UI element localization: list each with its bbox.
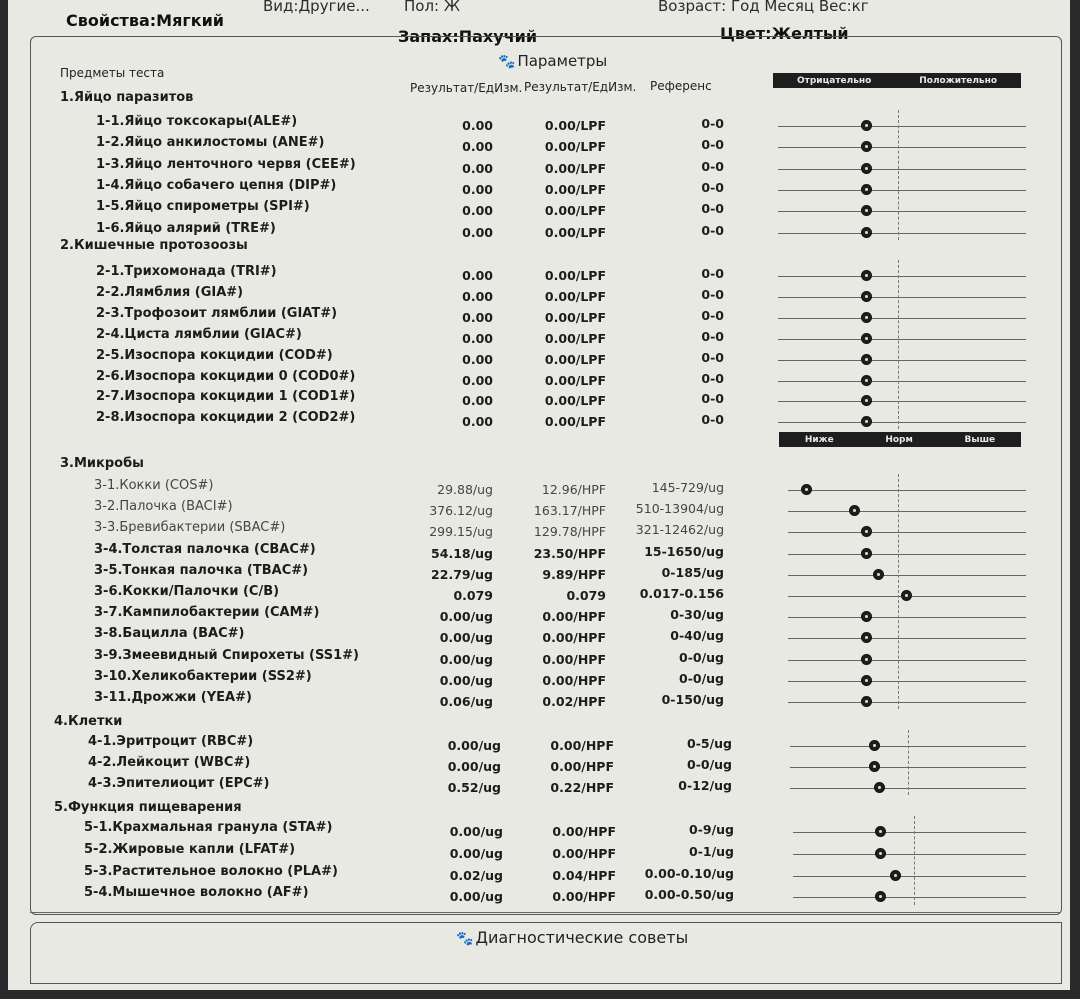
indicator-marker <box>861 184 872 195</box>
indicator-marker <box>875 848 886 859</box>
result-value: 0.00 <box>462 181 493 197</box>
result-per-field: 0.02/HPF <box>542 694 606 709</box>
reference-range: 0-9/ug <box>689 822 734 837</box>
test-item-name: 2-5.Изоспора кокцидии (COD#) <box>96 347 333 363</box>
test-item-name: 2-8.Изоспора кокцидии 2 (COD2#) <box>96 410 356 426</box>
test-item-name: 2-1.Трихомонада (TRI#) <box>96 264 277 279</box>
norm-boundary-line <box>898 474 899 709</box>
result-value: 0.00 <box>462 118 493 133</box>
smell-label: Запах:Пахучий <box>398 27 538 46</box>
indicator-marker <box>901 590 912 601</box>
indicator-marker <box>861 548 872 559</box>
result-value: 0.00 <box>462 414 493 430</box>
reference-range: 0-0 <box>701 201 724 217</box>
test-item-name: 2-3.Трофозоит лямблии (GIAT#) <box>96 305 338 321</box>
test-item-name: 1-1.Яйцо токсокары(ALE#) <box>96 114 298 129</box>
patient-header <box>8 0 1070 46</box>
indicator-marker <box>861 291 872 302</box>
result-per-field: 9.89/HPF <box>542 566 606 582</box>
result-value: 22.79/ug <box>431 566 493 582</box>
result-value: 0.00/ug <box>449 824 503 839</box>
legend-high: Выше <box>964 434 996 445</box>
result-value: 0.00 <box>462 288 493 304</box>
indicator-track <box>778 233 1026 234</box>
test-item-name: 3-7.Кампилобактерии (CAM#) <box>94 605 320 621</box>
indicator-track <box>788 554 1026 555</box>
test-item-name: 3-5.Тонкая палочка (TBAC#) <box>94 562 309 578</box>
result-per-field: 0.00/LPF <box>544 330 606 346</box>
result-value: 0.00/ug <box>439 630 493 646</box>
indicator-marker <box>875 826 886 837</box>
reference-range: 321-12462/ug <box>635 522 724 538</box>
result-value: 0.00 <box>462 372 493 388</box>
indicator-marker <box>861 163 872 174</box>
test-item-name: 4-3.Эпителиоцит (EPC#) <box>88 776 270 791</box>
reference-range: 0.00-0.50/ug <box>644 887 734 903</box>
test-item-name: 3-4.Толстая палочка (CBAC#) <box>94 541 316 557</box>
reference-range: 0-0/ug <box>687 757 732 772</box>
result-value: 0.00/ug <box>447 738 501 753</box>
result-value: 0.52/ug <box>447 780 501 795</box>
reference-range: 0-5/ug <box>687 736 732 751</box>
reference-range: 0-0/ug <box>679 649 724 665</box>
reference-range: 0-0/ug <box>679 670 724 686</box>
indicator-marker <box>861 375 872 386</box>
indicator-track <box>793 832 1026 833</box>
result-value: 0.00 <box>462 330 493 346</box>
reference-range: 0-0 <box>701 412 724 428</box>
indicator-marker <box>861 696 872 707</box>
result-value: 0.00 <box>462 351 493 367</box>
indicator-marker <box>861 312 872 323</box>
test-item-name: 3-1.Кокки (COS#) <box>94 478 214 493</box>
result-per-field: 0.00/LPF <box>544 288 606 304</box>
reference-range: 0-0 <box>701 179 724 195</box>
test-item-name: 5-1.Крахмальная гранула (STA#) <box>84 820 333 835</box>
test-item-name: 2-7.Изоспора кокцидии 1 (COD1#) <box>96 389 356 405</box>
group-title: 1.Яйцо паразитов <box>60 90 194 105</box>
indicator-marker <box>874 782 885 793</box>
result-per-field: 0.00/LPF <box>544 309 606 325</box>
result-value: 0.00/ug <box>449 889 503 905</box>
col-result1: Результат/ЕдИзм. <box>410 81 523 95</box>
reference-range: 0-40/ug <box>670 628 724 644</box>
indicator-marker <box>873 569 884 580</box>
result-per-field: 0.00/LPF <box>544 268 606 283</box>
test-item-name: 3-2.Палочка (BACI#) <box>94 499 233 515</box>
indicator-track <box>778 318 1026 319</box>
reference-range: 0-150/ug <box>661 692 724 707</box>
reference-range: 0-0 <box>701 370 724 386</box>
indicator-marker <box>861 654 872 665</box>
result-per-field: 0.00/LPF <box>544 118 606 133</box>
indicator-track <box>793 854 1026 855</box>
advice-title-text: Диагностические советы <box>475 928 689 947</box>
result-per-field: 0.00/HPF <box>542 651 606 667</box>
indicator-track <box>778 169 1026 170</box>
test-item-name: 5-3.Растительное волокно (PLA#) <box>84 863 338 879</box>
result-per-field: 0.00/LPF <box>544 203 606 219</box>
indicator-marker <box>861 227 872 238</box>
result-value: 0.00 <box>462 160 493 176</box>
result-per-field: 0.00/LPF <box>544 139 606 155</box>
indicator-track <box>778 211 1026 212</box>
col-items: Предметы теста <box>60 66 165 80</box>
indicator-track <box>788 638 1026 639</box>
norm-boundary-line <box>898 260 899 429</box>
group-title: 4.Клетки <box>54 714 123 729</box>
result-value: 0.00 <box>462 203 493 219</box>
indicator-track <box>778 190 1026 191</box>
legend-negative: Отрицательно <box>796 75 872 86</box>
indicator-track <box>778 297 1026 298</box>
result-value: 299.15/ug <box>429 524 493 540</box>
test-item-name: 3-11.Дрожжи (YEA#) <box>94 690 252 705</box>
indicator-track <box>788 490 1026 491</box>
result-value: 376.12/ug <box>429 503 493 519</box>
reference-range: 0.017-0.156 <box>639 586 724 601</box>
result-per-field: 0.00/HPF <box>542 609 606 625</box>
legend-positive: Положительно <box>919 75 998 86</box>
indicator-track <box>793 876 1026 877</box>
reference-range: 0-0 <box>701 307 724 323</box>
paw-icon: 🐾 <box>456 931 474 947</box>
indicator-track <box>778 276 1026 277</box>
result-per-field: 0.22/HPF <box>550 780 614 795</box>
indicator-marker <box>861 333 872 344</box>
indicator-track <box>778 147 1026 148</box>
indicator-track <box>788 702 1026 703</box>
group-title: 5.Функция пищеварения <box>54 800 242 815</box>
result-value: 0.00/ug <box>449 845 503 861</box>
reference-range: 0-12/ug <box>678 778 732 793</box>
test-item-name: 1-5.Яйцо спирометры (SPI#) <box>96 199 310 215</box>
result-value: 0.00/ug <box>447 759 501 774</box>
indicator-marker <box>890 870 901 881</box>
result-value: 0.00 <box>462 309 493 325</box>
params-title-text: Параметры <box>517 52 608 70</box>
indicator-track <box>788 532 1026 533</box>
reference-range: 0-0 <box>701 391 724 407</box>
indicator-track <box>778 339 1026 340</box>
reference-range: 0-0 <box>701 328 724 344</box>
test-item-name: 3-8.Бацилла (BAC#) <box>94 626 245 642</box>
col-reference: Референс <box>650 79 712 93</box>
result-value: 0.00 <box>462 268 493 283</box>
reference-range: 0-0 <box>701 116 724 131</box>
test-item-name: 1-6.Яйцо алярий (TRE#) <box>96 220 276 236</box>
indicator-track <box>788 660 1026 661</box>
reference-range: 145-729/ug <box>651 480 724 495</box>
indicator-track <box>788 575 1026 576</box>
test-item-name: 2-4.Циста лямблии (GIAC#) <box>96 326 302 342</box>
group-title: 2.Кишечные протозоозы <box>60 238 248 253</box>
paw-icon: 🐾 <box>498 54 516 70</box>
indicator-track <box>788 511 1026 512</box>
result-per-field: 129.78/HPF <box>533 524 606 540</box>
test-item-name: 2-2.Лямблия (GIA#) <box>96 284 244 300</box>
result-per-field: 0.00/LPF <box>544 160 606 176</box>
result-per-field: 0.00/HPF <box>552 889 616 905</box>
advice-title <box>456 928 688 947</box>
result-value: 0.00/ug <box>439 672 493 688</box>
legend-low-norm-high <box>779 432 1021 447</box>
reference-range: 0-30/ug <box>670 607 724 623</box>
result-value: 0.02/ug <box>449 867 503 883</box>
reference-range: 0-1/ug <box>689 843 734 859</box>
indicator-track <box>778 126 1026 127</box>
indicator-marker <box>869 740 880 751</box>
reference-range: 0-185/ug <box>661 564 724 580</box>
divider <box>30 912 1060 913</box>
reference-range: 0-0 <box>701 158 724 174</box>
indicator-track <box>778 381 1026 382</box>
result-value: 0.00/ug <box>439 651 493 667</box>
result-value: 54.18/ug <box>431 545 493 561</box>
test-item-name: 5-4.Мышечное волокно (AF#) <box>84 885 309 901</box>
result-per-field: 0.00/LPF <box>544 393 606 409</box>
result-per-field: 12.96/HPF <box>541 482 606 497</box>
result-per-field: 0.00/HPF <box>552 845 616 861</box>
indicator-track <box>788 681 1026 682</box>
result-per-field: 0.04/HPF <box>552 867 616 883</box>
indicator-marker <box>861 270 872 281</box>
indicator-track <box>778 422 1026 423</box>
result-value: 0.079 <box>453 588 493 603</box>
result-value: 29.88/ug <box>437 482 493 497</box>
property-label: Свойства:Мягкий <box>66 11 224 30</box>
test-item-name: 4-2.Лейкоцит (WBC#) <box>88 755 251 770</box>
indicator-track <box>778 360 1026 361</box>
result-per-field: 0.00/HPF <box>542 630 606 646</box>
norm-boundary-line <box>914 816 915 905</box>
report-paper <box>8 0 1070 990</box>
test-item-name: 3-6.Кокки/Палочки (C/B) <box>94 584 280 599</box>
result-per-field: 0.00/LPF <box>544 224 606 240</box>
test-item-name: 4-1.Эритроцит (RBC#) <box>88 734 254 749</box>
test-item-name: 3-10.Хеликобактерии (SS2#) <box>94 668 312 684</box>
norm-boundary-line <box>908 730 909 795</box>
type-label: Вид:Другие... <box>263 0 370 15</box>
group-title: 3.Микробы <box>60 456 144 471</box>
result-per-field: 0.00/LPF <box>544 181 606 197</box>
reference-range: 0-0 <box>701 286 724 302</box>
reference-range: 15-1650/ug <box>644 543 724 559</box>
result-per-field: 23.50/HPF <box>533 545 606 561</box>
legend-norm: Норм <box>885 434 913 445</box>
color-label: Цвет:Желтый <box>720 24 849 43</box>
result-value: 0.00 <box>462 224 493 240</box>
indicator-marker <box>861 120 872 131</box>
reference-range: 0-0 <box>701 266 724 281</box>
params-title <box>498 52 607 70</box>
result-per-field: 0.00/HPF <box>550 759 614 774</box>
test-item-name: 3-9.Змеевидный Спирохеты (SS1#) <box>94 647 359 663</box>
result-per-field: 0.00/LPF <box>544 372 606 388</box>
test-item-name: 1-4.Яйцо собачего цепня (DIP#) <box>96 177 337 193</box>
indicator-track <box>778 401 1026 402</box>
norm-boundary-line <box>898 110 899 240</box>
result-value: 0.00 <box>462 139 493 155</box>
result-per-field: 0.00/HPF <box>552 824 616 839</box>
age-weight-label: Возраст: Год Месяц Вес:кг <box>658 0 869 15</box>
sex-label: Пол: Ж <box>404 0 461 15</box>
result-value: 0.06/ug <box>439 694 493 709</box>
result-per-field: 0.079 <box>566 588 606 603</box>
col-result2: Результат/ЕдИзм. <box>524 80 637 94</box>
test-item-name: 5-2.Жировые капли (LFAT#) <box>84 841 296 857</box>
indicator-marker <box>869 761 880 772</box>
test-item-name: 3-3.Бревибактерии (SBAC#) <box>94 520 286 536</box>
result-per-field: 0.00/LPF <box>544 351 606 367</box>
reference-range: 0.00-0.10/ug <box>644 865 734 881</box>
reference-range: 0-0 <box>701 137 724 153</box>
result-value: 0.00/ug <box>439 609 493 625</box>
test-item-name: 1-2.Яйцо анкилостомы (ANE#) <box>96 135 325 151</box>
result-per-field: 163.17/HPF <box>533 503 606 519</box>
indicator-marker <box>801 484 812 495</box>
indicator-track <box>793 897 1026 898</box>
reference-range: 510-13904/ug <box>635 501 724 517</box>
legend-negative-positive <box>773 73 1021 88</box>
reference-range: 0-0 <box>701 222 724 238</box>
indicator-track <box>788 617 1026 618</box>
test-item-name: 2-6.Изоспора кокцидии 0 (COD0#) <box>96 368 356 384</box>
reference-range: 0-0 <box>701 349 724 365</box>
indicator-marker <box>861 675 872 686</box>
result-per-field: 0.00/HPF <box>550 738 614 753</box>
test-item-name: 1-3.Яйцо ленточного червя (CEE#) <box>96 156 356 172</box>
indicator-marker <box>861 354 872 365</box>
legend-low: Ниже <box>804 434 834 445</box>
result-per-field: 0.00/LPF <box>544 414 606 430</box>
result-value: 0.00 <box>462 393 493 409</box>
result-per-field: 0.00/HPF <box>542 672 606 688</box>
